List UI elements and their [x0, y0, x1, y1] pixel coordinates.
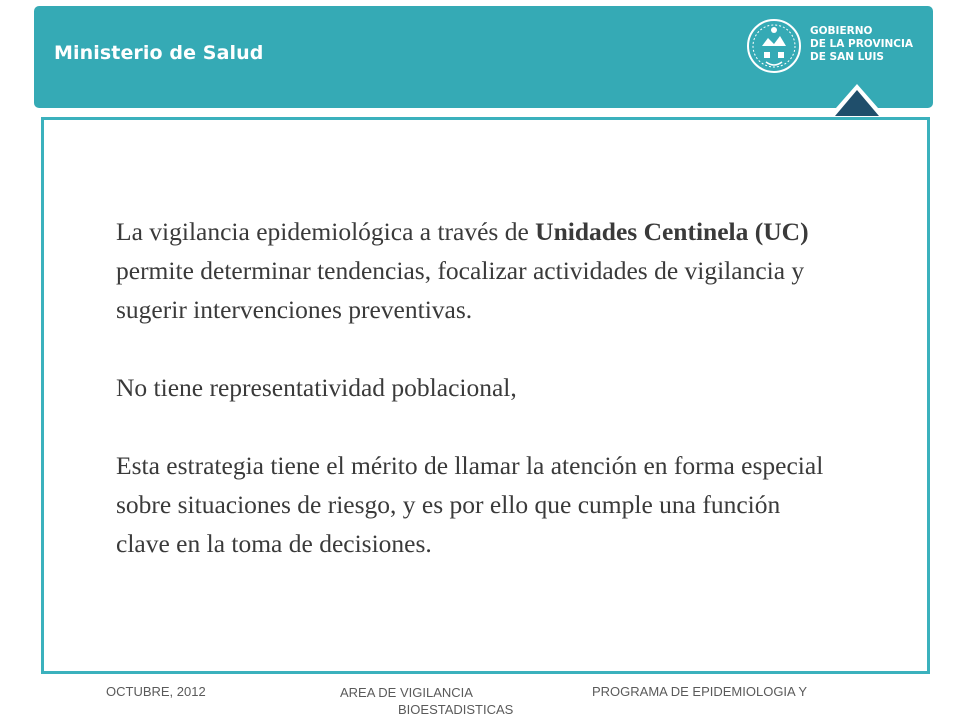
content-panel: [41, 117, 930, 674]
body-text: [116, 212, 836, 563]
header-tab-marker: [827, 80, 887, 116]
footer-area-line-2: BIOESTADISTICAS: [398, 702, 514, 717]
government-name: [810, 25, 913, 64]
province-coat-of-arms-icon: [744, 16, 804, 76]
paragraph-estrategia: Esta estrategia tiene el mérito de llamar la atención en forma especial sobre situaciones de riesgo, y es por ello que cumple una función clave en la toma de decisiones.: [116, 451, 824, 558]
footer: [0, 684, 960, 720]
government-line-2: DE LA PROVINCIA: [810, 38, 914, 50]
paragraph-unidades-centinela: [116, 212, 836, 329]
ministry-title: Ministerio de Salud: [54, 42, 264, 64]
government-line-1: GOBIERNO: [810, 25, 873, 37]
government-line-3: DE SAN LUIS: [810, 51, 884, 63]
paragraph-representatividad: No tiene representatividad poblacional,: [116, 373, 517, 402]
header-banner: [34, 6, 933, 108]
footer-area: [340, 684, 620, 718]
paragraph-1-end: permite determinar tendencias, focalizar actividades de vigilancia y sugerir intervenciones preventivas.: [116, 256, 805, 324]
footer-program: PROGRAMA DE EPIDEMIOLOGIA Y: [592, 684, 808, 699]
footer-area-line-1: AREA DE VIGILANCIA: [340, 685, 473, 700]
paragraph-1-bold-term: Unidades Centinela (UC): [535, 217, 809, 246]
paragraph-1-start: La vigilancia epidemiológica a través de: [116, 217, 536, 246]
footer-date: OCTUBRE, 2012: [106, 684, 206, 699]
